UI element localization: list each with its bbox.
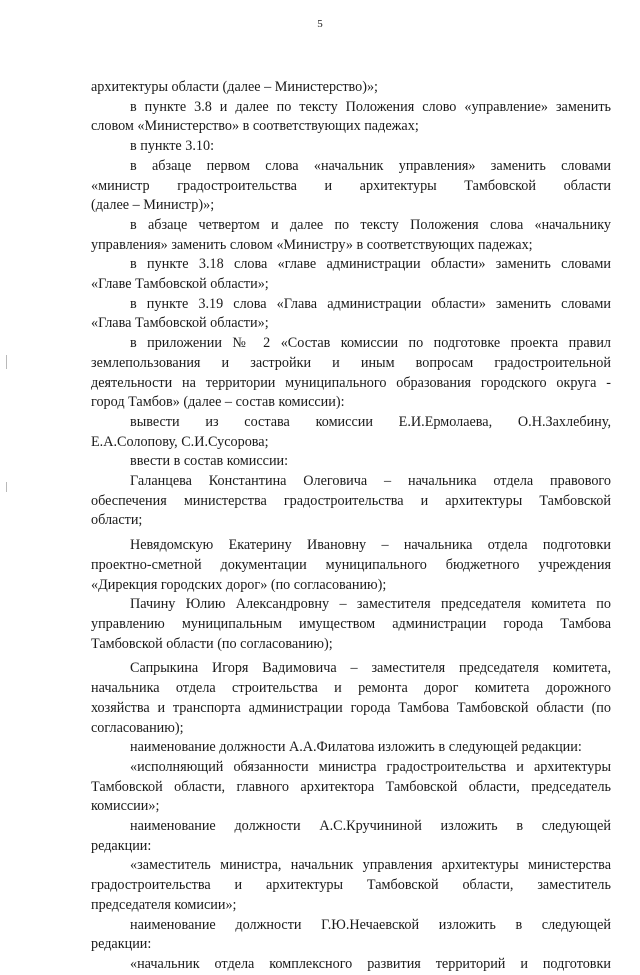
text-line: комиссии»; (91, 798, 160, 815)
document-body (91, 78, 611, 975)
text-line: Тамбовской области, главного архитектора Тамбовской области, председатель (91, 778, 611, 795)
text-line: обеспечения министерства градостроительства и архитектуры Тамбовской (91, 492, 611, 509)
text-line: «начальник отдела комплексного развития территорий и подготовки (130, 955, 611, 972)
text-line: согласованию); (91, 719, 184, 736)
text-line: в пункте 3.10: (130, 138, 215, 155)
text-line: в пункте 3.19 слова «Глава администрации области» заменить словами (130, 295, 611, 312)
text-line: город Тамбов» (далее – состав комиссии): (91, 394, 345, 411)
text-line: деятельности на территории муниципального образования городского округа - (91, 374, 611, 391)
text-line: Галанцева Константина Олеговича – начальника отдела правового (130, 473, 611, 490)
text-line: градостроительства и архитектуры Тамбовской области, заместитель (91, 877, 611, 894)
text-line: архитектуры области (далее – Министерство)»; (91, 79, 378, 95)
text-line: председателя комисии»; (91, 896, 237, 913)
text-line: наименование должности А.А.Филатова изложить в следующей редакции: (130, 739, 582, 756)
text-line: в пункте 3.8 и далее по тексту Положения слово «управление» заменить (130, 98, 611, 115)
text-line: проектно-сметной документации муниципального бюджетного учреждения (91, 556, 611, 573)
text-line: в абзаце четвертом и далее по тексту Положения слова «начальнику (130, 216, 611, 233)
scan-margin-mark (6, 355, 7, 369)
text-line: начальника отдела строительства и ремонта дорог комитета дорожного (91, 680, 611, 697)
text-line: Невядомскую Екатерину Ивановну – начальника отдела подготовки (130, 537, 611, 554)
text-line: в пункте 3.18 слова «главе администрации области» заменить словами (130, 256, 611, 273)
text-line: Сапрыкина Игоря Вадимовича – заместителя председателя комитета, (130, 660, 611, 677)
text-line: «заместитель министра, начальник управления архитектуры министерства (130, 857, 611, 874)
text-line: ввести в состав комиссии: (130, 453, 289, 470)
text-line: землепользования и застройки и иным вопросам градостроительной (91, 354, 611, 371)
text-line: редакции: (91, 837, 152, 854)
text-line: (далее – Министр)»; (91, 197, 215, 214)
text-line: «Главе Тамбовской области»; (91, 276, 269, 293)
text-line: Тамбовской области (по согласованию); (91, 635, 333, 652)
text-line: наименование должности А.С.Кручининой изложить в следующей (130, 818, 611, 835)
text-line: области; (91, 512, 143, 529)
text-line: в абзаце первом слова «начальник управления» заменить словами (130, 157, 611, 174)
scan-margin-mark (6, 482, 7, 492)
text-line: хозяйства и транспорта администрации города Тамбова Тамбовской области (по (91, 699, 611, 716)
text-line: «исполняющий обязанности министра градостроительства и архитектуры (130, 758, 611, 775)
text-line: Пачину Юлию Александровну – заместителя председателя комитета по (130, 596, 611, 613)
text-line: в приложении № 2 «Состав комиссии по подготовке проекта правил (130, 335, 611, 352)
text-line: вывести из состава комиссии Е.И.Ермолаева, О.Н.Захлебину, (130, 413, 611, 430)
text-line: наименование должности Г.Ю.Нечаевской изложить в следующей (130, 916, 611, 933)
text-line: редакции: (91, 936, 152, 953)
page-number: 5 (317, 18, 323, 30)
text-line: управлению муниципальным имуществом администрации города Тамбова (91, 615, 611, 632)
text-line: «министр градостроительства и архитектуры Тамбовской области (91, 177, 611, 194)
text-line: «Дирекция городских дорог» (по согласованию); (91, 576, 387, 593)
text-line: Е.А.Солопову, С.И.Сусорова; (91, 433, 269, 450)
text-line: «Глава Тамбовской области»; (91, 315, 269, 332)
text-line: словом «Министерство» в соответствующих падежах; (91, 118, 419, 135)
text-line: управления» заменить словом «Министру» в соответствующих падежах; (91, 236, 533, 253)
